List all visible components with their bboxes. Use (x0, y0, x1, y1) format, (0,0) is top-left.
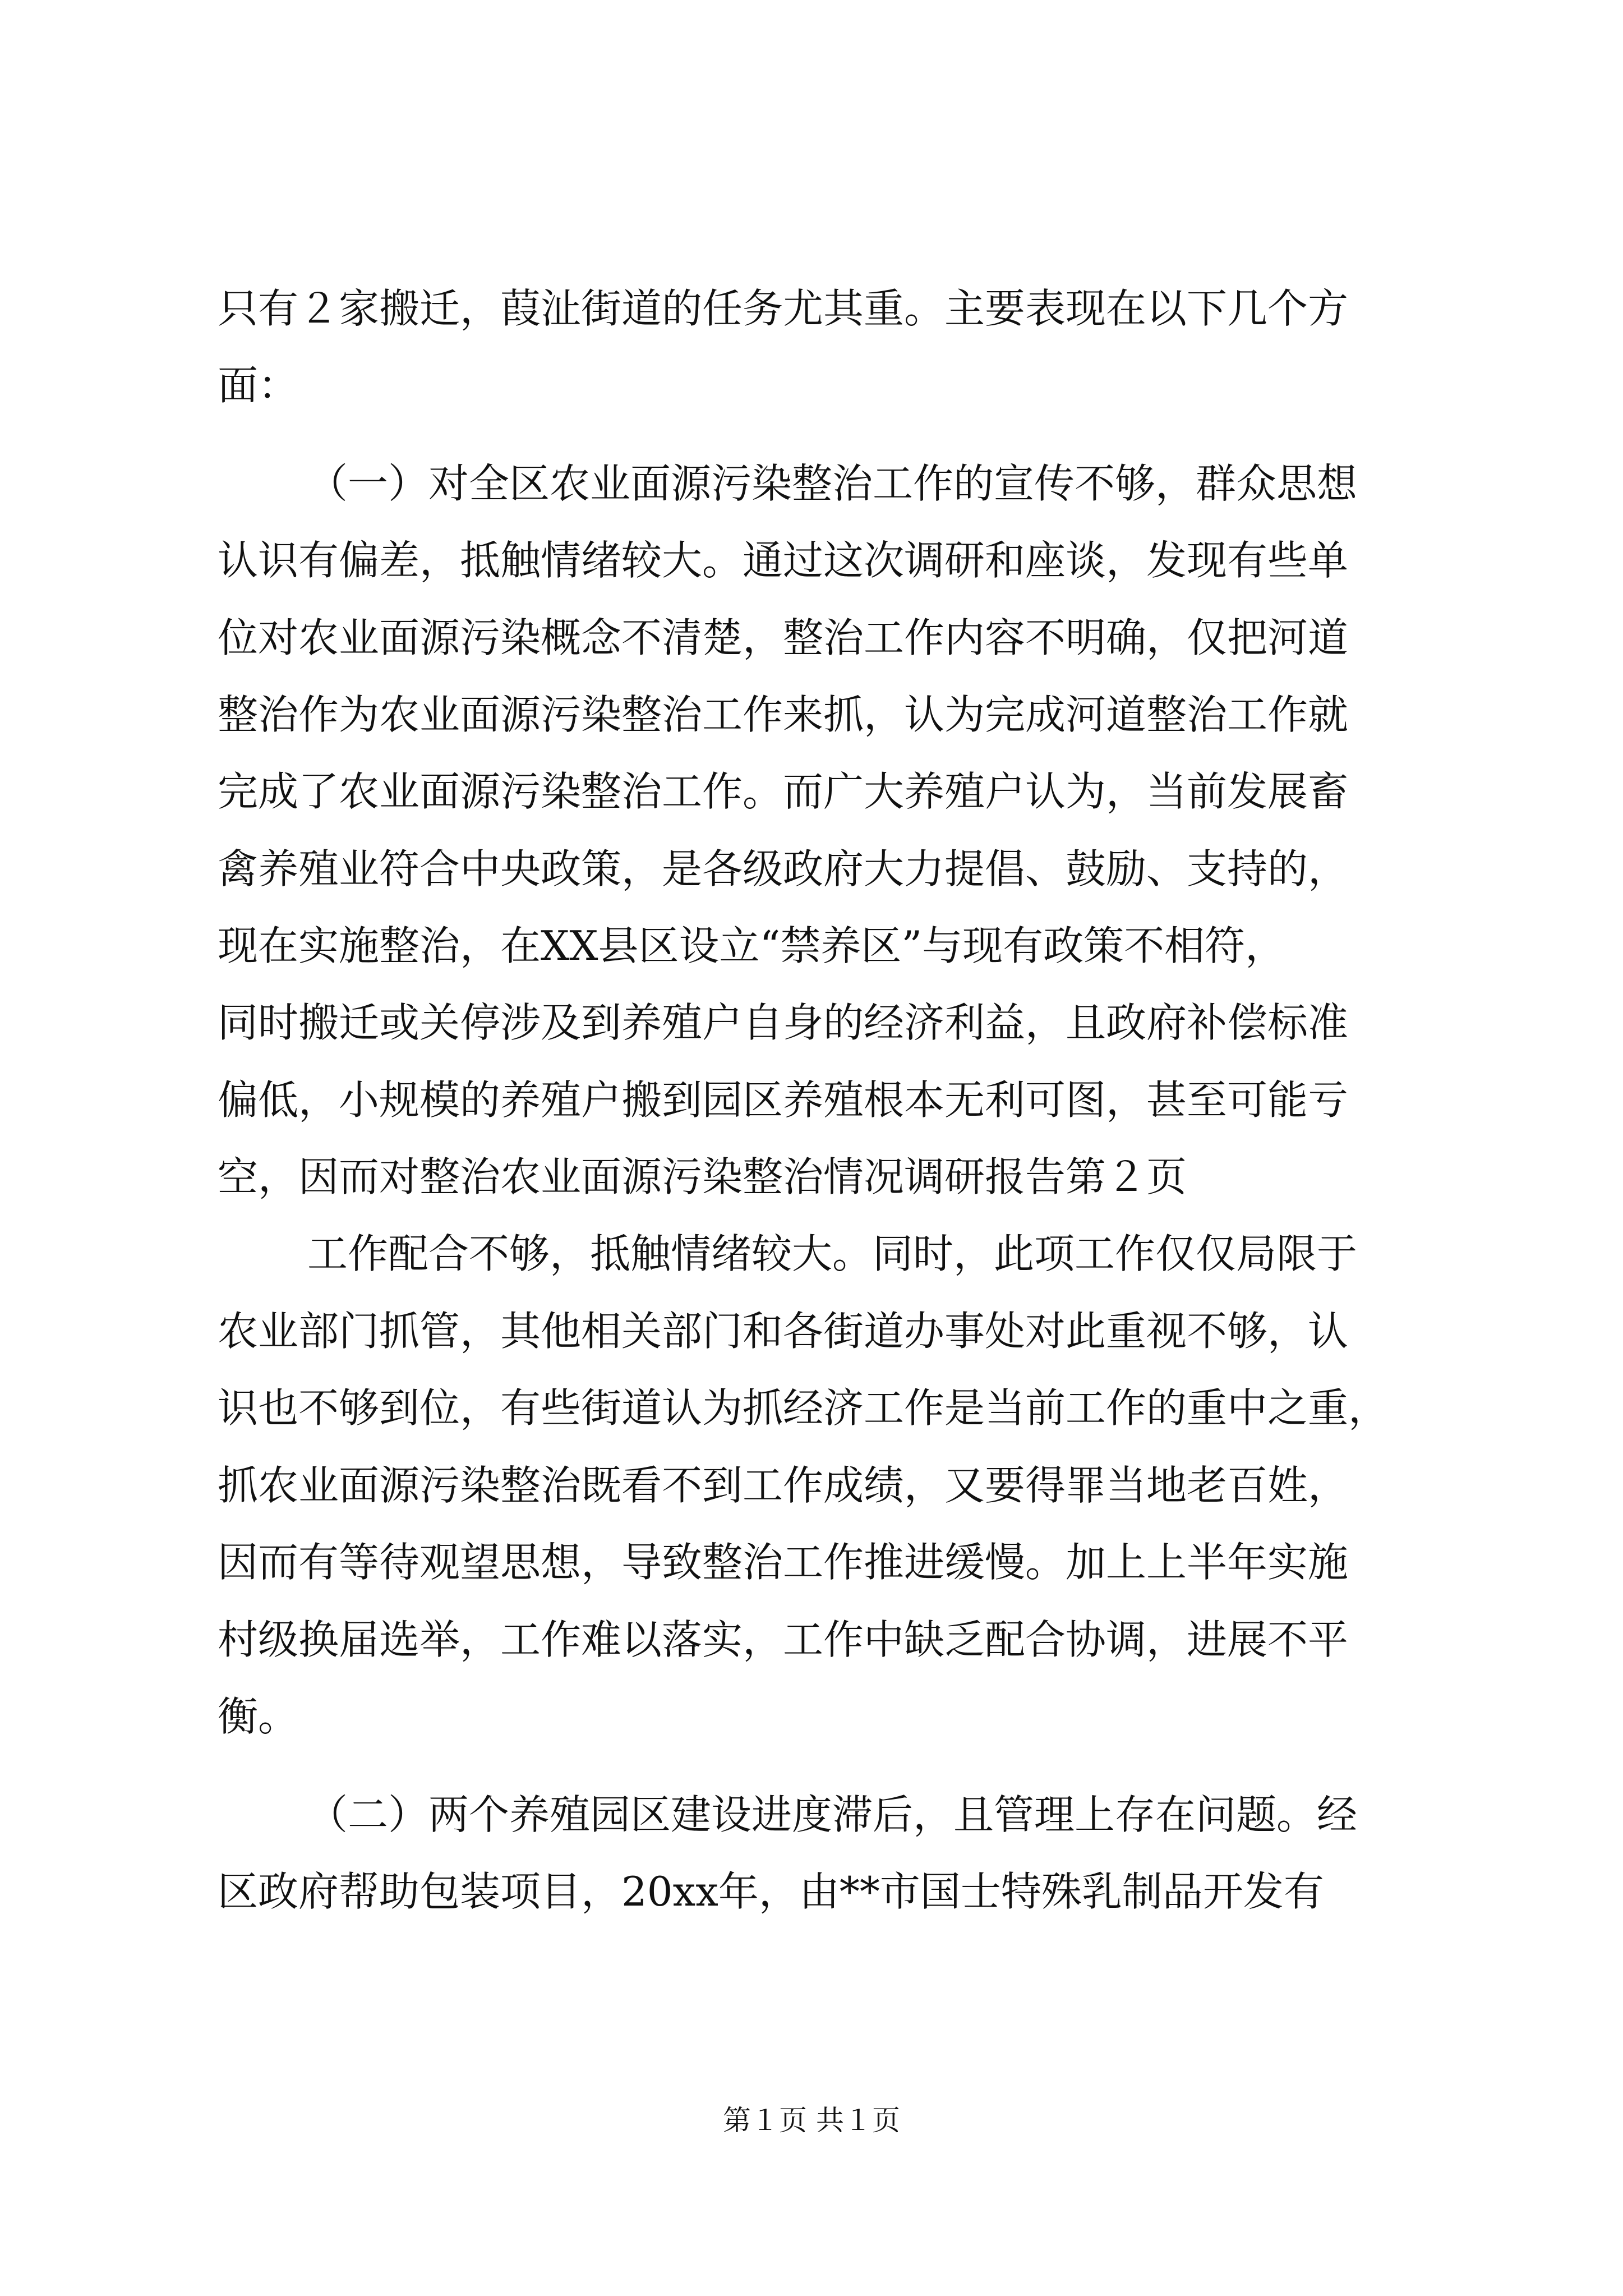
text-line-13: 工作配合不够，抵触情绪较大。同时，此项工作仅仅局限于 (307, 1230, 1358, 1277)
text-line-19: 衡。 (218, 1693, 299, 1740)
text-line-2: 面： (218, 362, 299, 409)
text-line-1: 只有２家搬迁，葭沚街道的任务尤其重。主要表现在以下几个方 (218, 285, 1349, 332)
text-line-8: 禽养殖业符合中央政策，是各级政府大力提倡、鼓励、支持的， (218, 845, 1349, 892)
text-line-15: 识也不够到位，有些街道认为抓经济工作是当前工作的重中之重， (218, 1384, 1389, 1432)
text-line-9: 现在实施整治，在XX县区设立“禁养区”与现有政策不相符， (218, 922, 1286, 969)
text-line-12: 空，因而对整治农业面源污染整治情况调研报告第２页 (218, 1153, 1187, 1200)
text-line-17: 因而有等待观望思想，导致整治工作推进缓慢。加上上半年实施 (218, 1539, 1349, 1586)
text-line-5: 位对农业面源污染概念不清楚，整治工作内容不明确，仅把河道 (218, 614, 1349, 661)
text-line-3: （一）对全区农业面源污染整治工作的宣传不够，群众思想 (307, 460, 1358, 507)
text-line-16: 抓农业面源污染整治既看不到工作成绩，又要得罪当地老百姓， (218, 1462, 1349, 1509)
text-line-7: 完成了农业面源污染整治工作。而广大养殖户认为，当前发展畜 (218, 768, 1349, 815)
page-footer: 第１页 共１页 (723, 2104, 900, 2137)
text-line-6: 整治作为农业面源污染整治工作来抓，认为完成河道整治工作就 (218, 691, 1349, 738)
text-line-11: 偏低，小规模的养殖户搬到园区养殖根本无利可图，甚至可能亏 (218, 1076, 1349, 1124)
text-line-18: 村级换届选举，工作难以落实，工作中缺乏配合协调，进展不平 (218, 1616, 1349, 1663)
text-line-14: 农业部门抓管，其他相关部门和各街道办事处对此重视不够，认 (218, 1308, 1349, 1355)
text-line-4: 认识有偏差，抵触情绪较大。通过这次调研和座谈，发现有些单 (218, 537, 1349, 584)
text-line-20: （二）两个养殖园区建设进度滞后，且管理上存在问题。经 (307, 1791, 1358, 1838)
text-line-10: 同时搬迁或关停涉及到养殖户自身的经济利益，且政府补偿标准 (218, 999, 1349, 1046)
text-line-21: 区政府帮助包装项目，20xx年，由**市国士特殊乳制品开发有 (218, 1868, 1324, 1915)
